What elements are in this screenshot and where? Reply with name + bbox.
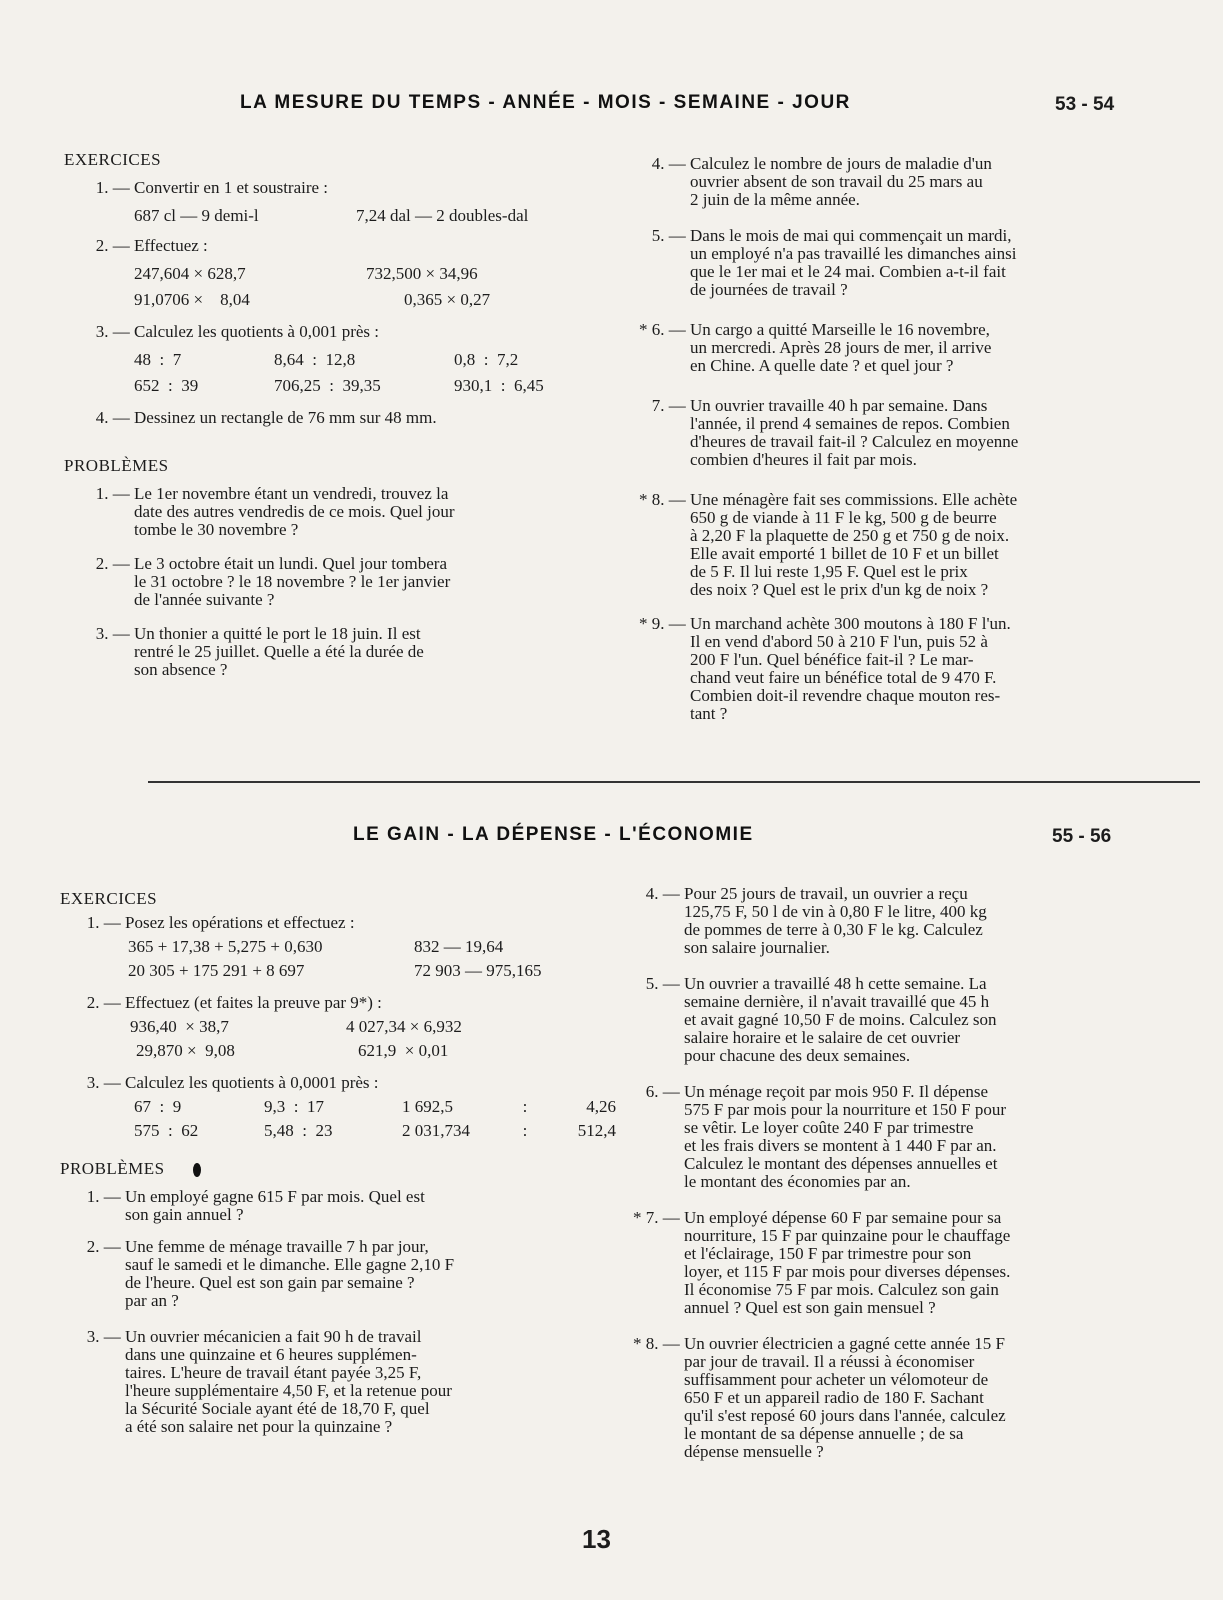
problem-3: 3. — Un thonier a quitté le port le 18 juin. Il est rentré le 25 juillet. Quelle a été la durée de son absence ? [95, 624, 424, 679]
page-numbers-top: 53 - 54 [1055, 94, 1115, 115]
problem-8: * 8. — Un ouvrier électricien a gagné cette année 15 F par jour de travail. Il a réussi à économiser suffisamment pour acheter un vélomoteur de 650 F et un appareil radio de 180 F. Sachant qu'il s'est reposé 60 jours dans l'année, calculez le montant de sa dépense annuelle ; de sa dépense mensuelle ? [633, 1334, 1006, 1461]
exercise-1: 1. — Posez les opérations et effectuez : [86, 913, 355, 932]
exercise-3-ops: 48 : 7 8,64 : 12,8 0,8 : 7,2 652 : 39 706,25 : 39,35 930,1 : 6,45 [134, 350, 544, 395]
top-right-column [620, 155, 1125, 737]
exercise-2: 2. — Effectuez : [95, 236, 208, 255]
problem-4: 4. — Pour 25 jours de travail, un ouvrier a reçu 125,75 F, 50 l de vin à 0,80 F le litre, 400 kg de pommes de terre à 0,30 F le kg. Calculez son salaire journalier. [645, 884, 987, 957]
exercise-3: 3. — Calculez les quotients à 0,0001 près : [86, 1073, 379, 1092]
exercise-4: 4. — Dessinez un rectangle de 76 mm sur 48 mm. [95, 408, 437, 427]
problem-9: * 9. — Un marchand achète 300 moutons à 180 F l'un. Il en vend d'abord 50 à 210 F l'un, puis 52 à 200 F l'un. Quel bénéfice fait-il ? Le mar- chand veut faire un bénéfice total de 9 470 F. Combien doit-il revendre chaque mouton res- tant ? [639, 614, 1011, 723]
problem-7: 7. — Un ouvrier travaille 40 h par semaine. Dans l'année, il prend 4 semaines de repos. Combien d'heures de travail fait-il ? Calculez en moyenne combien d'heures il fait par mois. [651, 396, 1019, 469]
page-number: 13 [582, 1524, 611, 1554]
problemes-heading: PROBLÈMES [60, 1160, 572, 1178]
problem-3: 3. — Un ouvrier mécanicien a fait 90 h de travail dans une quinzaine et 6 heures supplémen- taires. L'heure de travail étant payée 3,25 F, l'heure supplémentaire 4,50 F, et la retenue pour la Sécurité Sociale ayant été de 18,70 F, quel a été son salaire net pour la quinzaine ? [86, 1327, 452, 1436]
problem-4: 4. — Calculez le nombre de jours de maladie d'un ouvrier absent de son travail du 25 mars au 2 juin de la même année. [651, 154, 992, 209]
exercices-heading: EXERCICES [60, 889, 158, 908]
problem-5: 5. — Un ouvrier a travaillé 48 h cette semaine. La semaine dernière, il n'avait travaillé que 45 h et avait gagné 10,50 F de moins. Calculez son salaire horaire et le salaire de cet ouvrier pour chacune des deux semaines. [645, 974, 997, 1065]
bottom-right-column [612, 885, 1120, 1475]
exercise-2-ops: 247,604 × 628,7 732,500 × 34,96 91,0706 × 8,04 0,365 × 0,27 [134, 264, 491, 309]
exercise-1-ops: 687 cl — 9 demi-l 7,24 dal — 2 doubles-dal [134, 206, 529, 225]
exercise-2-ops: 936,40 × 38,7 4 027,34 × 6,932 29,870 × 9,08 621,9 × 0,01 [130, 1017, 462, 1060]
problem-6: 6. — Un ménage reçoit par mois 950 F. Il dépense 575 F par mois pour la nourriture et 150 F pour se vêtir. Le loyer coûte 240 F par trimestre et les frais divers se montent à 1 440 F par an. Calculez le montant des dépenses annuelles et le montant des économies par an. [645, 1082, 1007, 1191]
section-divider [148, 781, 1200, 783]
problem-7: * 7. — Un employé dépense 60 F par semaine pour sa nourriture, 15 F par quinzaine pour le chauffage et l'éclairage, 150 F par trimestre pour son loyer, et 115 F par mois pour diverses dépenses. Il économise 75 F par mois. Calculez son gain annuel ? Quel est son gain mensuel ? [633, 1208, 1011, 1317]
exercise-2: 2. — Effectuez (et faites la preuve par 9*) : [86, 993, 382, 1012]
problem-2: 2. — Une femme de ménage travaille 7 h par jour, sauf le samedi et le dimanche. Elle gagne 2,10 F de l'heure. Quel est son gain par semaine ? par an ? [86, 1237, 455, 1310]
page-numbers-bottom: 55 - 56 [1052, 826, 1112, 847]
problem-5: 5. — Dans le mois de mai qui commençait un mardi, un employé n'a pas travaillé les dimanches ainsi que le 1er mai et le 24 mai. Combien a-t-il fait de journées de travail ? [651, 226, 1017, 299]
exercices-heading: EXERCICES [64, 150, 162, 169]
problem-2: 2. — Le 3 octobre était un lundi. Quel jour tombera le 31 octobre ? le 18 novembre ? le 1er janvier de l'année suivante ? [95, 554, 451, 609]
exercise-3: 3. — Calculez les quotients à 0,001 près : [95, 322, 380, 341]
exercise-1-ops: 365 + 17,38 + 5,275 + 0,630 832 — 19,64 20 305 + 175 291 + 8 697 72 903 — 975,165 [128, 937, 542, 980]
section-header-time: LA MESURE DU TEMPS - ANNÉE - MOIS - SEMAINE - JOUR [240, 92, 851, 113]
problem-6: * 6. — Un cargo a quitté Marseille le 16 novembre, un mercredi. Après 28 jours de mer, il arrive en Chine. A quelle date ? et quel jour ? [639, 320, 992, 375]
problem-8: * 8. — Une ménagère fait ses commissions. Elle achète 650 g de viande à 11 F le kg, 500 g de beurre à 2,20 F la plaquette de 250 g et 750 g de noix. Elle avait emporté 1 billet de 10 F et un billet de 5 F. Il lui reste 1,95 F. Quel est le prix des noix ? Quel est le prix d'un kg de noix ? [639, 490, 1018, 599]
problemes-heading: PROBLÈMES [64, 456, 169, 475]
ink-dot-icon [193, 1163, 201, 1177]
section-header-gain: LE GAIN - LA DÉPENSE - L'ÉCONOMIE [353, 824, 754, 845]
bottom-left-column [60, 889, 616, 1450]
top-left-column [64, 151, 569, 693]
problem-1: 1. — Un employé gagne 615 F par mois. Quel est son gain annuel ? [86, 1187, 425, 1224]
problem-1: 1. — Le 1er novembre étant un vendredi, trouvez la date des autres vendredis de ce mois. Quel jour tombe le 30 novembre ? [95, 484, 455, 539]
exercise-3-ops: 67 : 9 9,3 : 17 1 692,5 : 4,26 575 : 62 5,48 : 23 2 031,734 : 512,4 [134, 1097, 616, 1140]
exercise-1: 1. — Convertir en 1 et soustraire : [95, 178, 329, 197]
